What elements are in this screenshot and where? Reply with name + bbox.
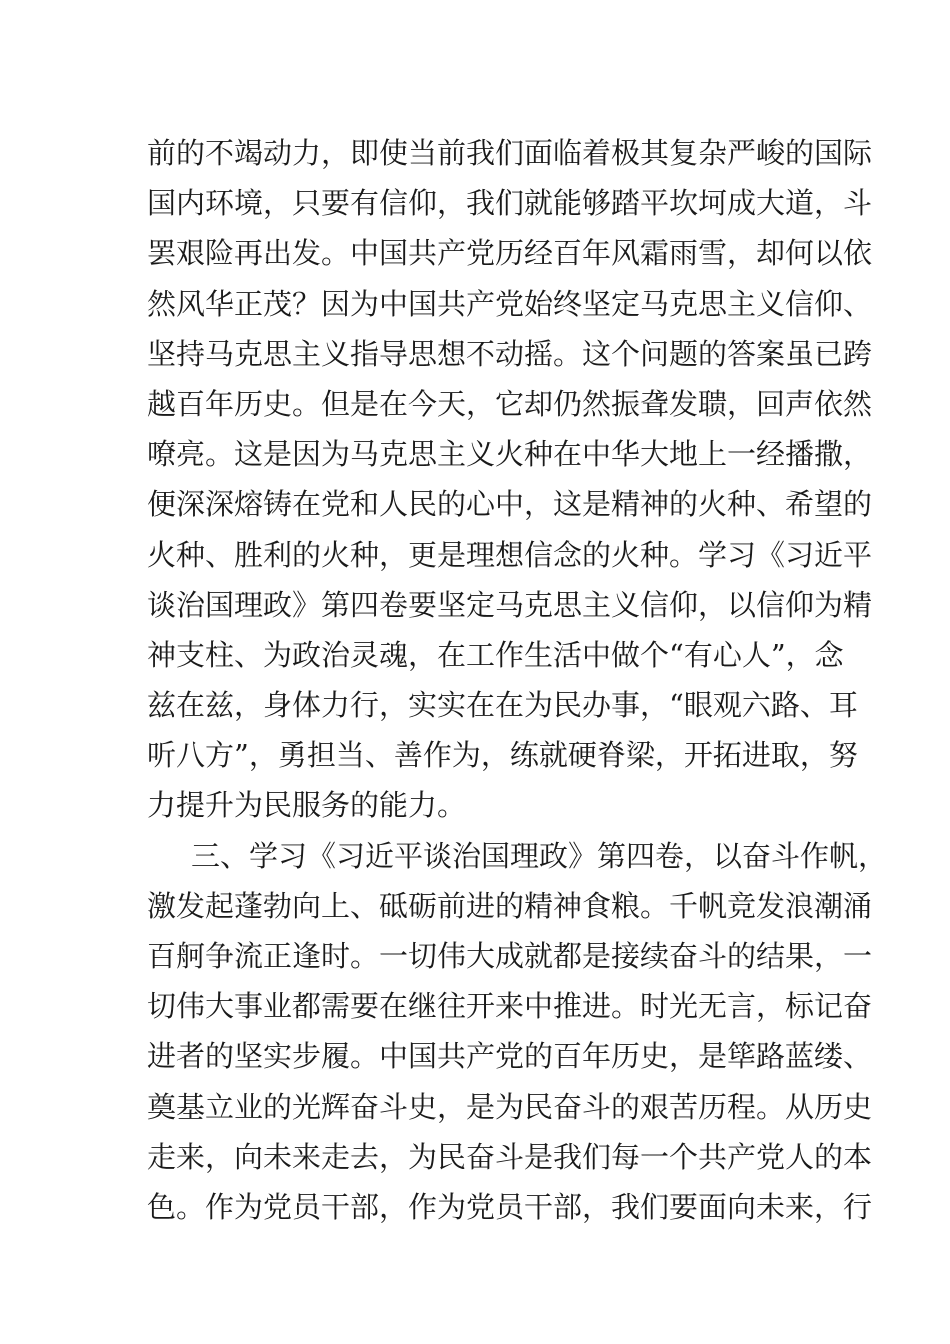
body-text	[147, 128, 888, 1232]
text-line: 听八方”，勇担当、善作为，练就硬脊梁，开拓进取，努	[147, 738, 858, 773]
text-line: 三、学习《习近平谈治国理政》第四卷，以奋斗作帆，	[191, 838, 888, 873]
text-line: 激发起蓬勃向上、砥砺前进的精神食粮。千帆竞发浪潮涌	[147, 888, 873, 923]
text-line: 进者的坚实步履。中国共产党的百年历史，是筚路蓝缕、	[147, 1039, 873, 1074]
text-line: 力提升为民服务的能力。	[147, 788, 467, 823]
text-line: 神支柱、为政治灵魂，在工作生活中做个“有心人”，念	[147, 637, 844, 672]
text-line: 谈治国理政》第四卷要坚定马克思主义信仰，以信仰为精	[147, 587, 873, 622]
text-line: 走来，向未来走去，为民奋斗是我们每一个共产党人的本	[147, 1139, 873, 1174]
text-line: 色。作为党员干部，作为党员干部，我们要面向未来，行	[147, 1189, 873, 1224]
paragraph-2	[147, 831, 888, 1233]
text-line: 然风华正茂？因为中国共产党始终坚定马克思主义信仰、	[147, 286, 873, 321]
text-line: 奠基立业的光辉奋斗史，是为民奋斗的艰苦历程。从历史	[147, 1089, 873, 1124]
text-line: 罢艰险再出发。中国共产党历经百年风霜雨雪，却何以依	[147, 236, 873, 271]
text-line: 越百年历史。但是在今天，它却仍然振聋发聩，回声依然	[147, 386, 873, 421]
text-line: 前的不竭动力，即使当前我们面临着极其复杂严峻的国际	[147, 136, 873, 170]
text-line: 火种、胜利的火种，更是理想信念的火种。学习《习近平	[147, 537, 873, 572]
text-line: 嘹亮。这是因为马克思主义火种在中华大地上一经播撒，	[147, 437, 873, 472]
text-line: 兹在兹，身体力行，实实在在为民办事，“眼观六路、耳	[147, 688, 858, 723]
text-line: 国内环境，只要有信仰，我们就能够踏平坎坷成大道，斗	[147, 186, 873, 221]
text-line: 便深深熔铸在党和人民的心中，这是精神的火种、希望的	[147, 487, 873, 522]
paragraph-1	[147, 128, 873, 831]
text-line: 百舸争流正逢时。一切伟大成就都是接续奋斗的结果，一	[147, 939, 873, 973]
text-line: 切伟大事业都需要在继往开来中推进。时光无言，标记奋	[147, 989, 873, 1024]
text-line: 坚持马克思主义指导思想不动摇。这个问题的答案虽已跨	[147, 336, 873, 371]
